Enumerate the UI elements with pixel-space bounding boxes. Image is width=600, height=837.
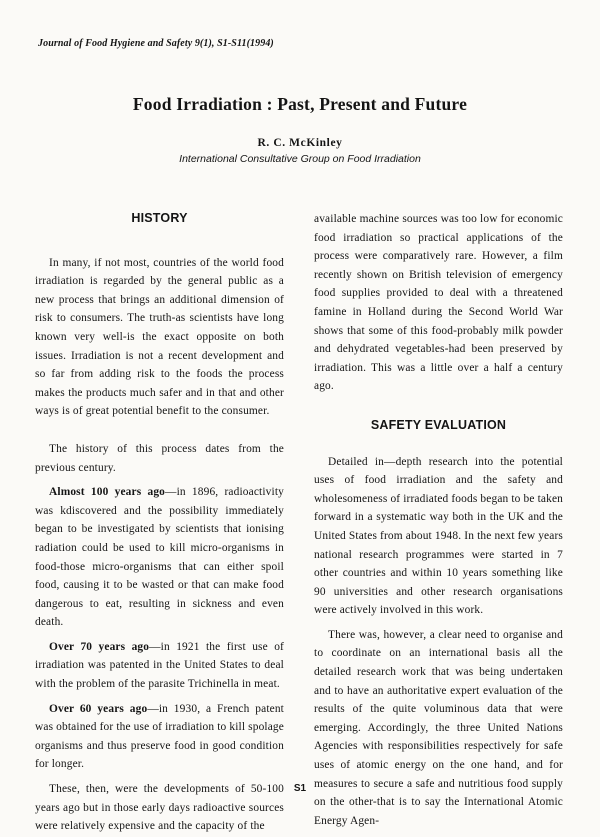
history-paragraph-3-lead: Almost 100 years ago xyxy=(49,486,166,499)
history-paragraph-3 xyxy=(35,483,284,632)
history-paragraph-4-body: —in 1921 the first use of irradiation was patented in the United States to deal with the problem of the parasite Trichinella in meat. xyxy=(35,640,284,691)
right-column xyxy=(314,210,563,830)
left-column xyxy=(35,205,284,836)
safety-paragraph-2: There was, however, a clear need to organise and to coordinate on an international basis all the detailed research work that was being undertaken and to have an authoritative expert evaluation of the results of the quite voluminous data that were emerging. Accordingly, the three United Nations Agencies with responsibilities respectively for safe uses of atomic energy on the one hand, and for measures to secure a safe and nutritious food supply on the other-that is to say the International Atomic Energy Agen- xyxy=(314,628,563,827)
history-paragraph-2: The history of this process dates from the previous century. xyxy=(35,442,284,474)
history-paragraph-5 xyxy=(35,700,284,774)
author-affiliation: International Consultative Group on Food Irradiation xyxy=(179,153,421,165)
history-continuation-paragraph: available machine sources was too low for economic food irradiation so practical applications of the process were comparatively rare. However, a film recently shown on British television of emergency food supplies provided to deal with a threatened famine in Holland during the Second World War shows that some of this food-probably milk powder and dehydrated vegetables-had been preserved by irradiation. This was a little over a half a century ago. xyxy=(314,213,563,393)
history-intro-paragraph: In many, if not most, countries of the world food irradiation is regarded by the general public as a new process that brings an additional dimension of risk to consumers. The truth-as scientists have long known very well-is the exact opposite on both issues. Irradiation is not a recent development and so far from adding risk to the foods the process makes the products much safer and in that and other ways is of great potential benefit to the consumer. xyxy=(35,256,284,418)
safety-paragraph-1: Detailed in—depth research into the potential uses of food irradiation and the safety and wholesomeness of irradiated foods began to be taken forward in a systematic way both in the UK and the United States from about 1948. In the next few years national research programmes were started in 7 other countries and within 10 years something like 90 universities and other research organisations were actively involved in this work. xyxy=(314,455,563,617)
history-paragraph-6: These, then, were the developments of 50-100 years ago but in those early days radioactive sources were relatively expensive and the capacity of the xyxy=(35,783,284,833)
safety-evaluation-heading: SAFETY EVALUATION xyxy=(370,417,507,432)
history-paragraph-5-body: —in 1930, a French patent was obtained for the use of irradiation to kill spolage organisms and thus preserve food in good condition for longer. xyxy=(35,702,284,771)
author-name: R. C. McKinley xyxy=(257,137,343,149)
history-paragraph-4 xyxy=(35,638,284,694)
history-paragraph-3-body: —in 1896, radioactivity was kdiscovered and the possibility immediately began to be investigated by scientists that ionising radiation could be used to kill micro-organisms in food-those micro-organisms that can either spoil food, causing it to be wasted or that can make food dangerous to eat, resulting in sickness and even death. xyxy=(35,486,285,629)
history-heading: HISTORY xyxy=(131,211,188,225)
history-paragraph-4-lead: Over 70 years ago xyxy=(49,640,150,653)
page-number: S1 xyxy=(293,783,307,794)
history-paragraph-5-lead: Over 60 years ago xyxy=(49,702,148,715)
article-title: Food Irradiation : Past, Present and Future xyxy=(132,94,468,114)
journal-citation: Journal of Food Hygiene and Safety 9(1), S1-S11(1994) xyxy=(38,38,274,49)
